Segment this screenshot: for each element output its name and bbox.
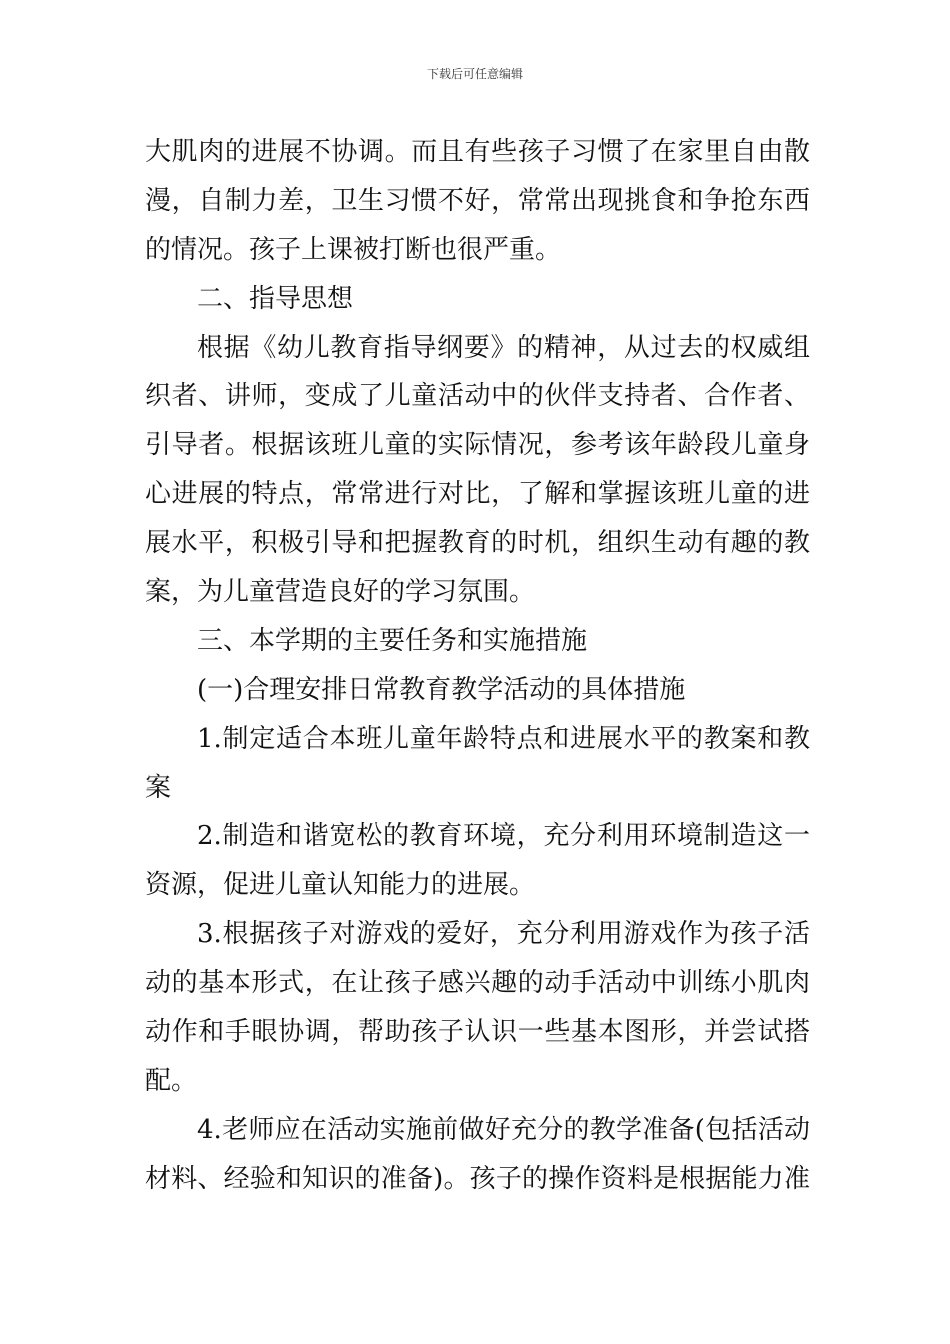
text-line: 动作和手眼协调，帮助孩子认识一些基本图形，并尝试搭	[145, 1017, 810, 1048]
list-item-1: 1.制定适合本班儿童年龄特点和进展水平的教案和教	[197, 723, 810, 754]
text-line: 的情况。孩子上课被打断也很严重。	[145, 234, 562, 265]
page-header-note: 下载后可任意编辑	[426, 67, 523, 81]
text-line: 心进展的特点，常常进行对比，了解和掌握该班儿童的进	[145, 479, 810, 510]
text-line: 织者、讲师，变成了儿童活动中的伙伴支持者、合作者、	[145, 381, 810, 412]
section-heading-guiding-thought: 二、指导思想	[197, 283, 354, 314]
text-line: 大肌肉的进展不协调。而且有些孩子习惯了在家里自由散	[145, 137, 810, 167]
text-line: 资源，促进儿童认知能力的进展。	[145, 870, 536, 901]
text-line: 案，为儿童营造良好的学习氛围。	[145, 577, 536, 608]
document-body	[145, 128, 810, 1204]
list-item-2: 2.制造和谐宽松的教育环境，充分利用环境制造这一	[197, 821, 810, 852]
section-heading-main-tasks: 三、本学期的主要任务和实施措施	[197, 625, 588, 656]
text-line: 引导者。根据该班儿童的实际情况，参考该年龄段儿童身	[145, 430, 810, 461]
text-line: 材料、经验和知识的准备)。孩子的操作资料是根据能力准	[145, 1163, 810, 1194]
text-line: 展水平，积极引导和把握教育的时机，组织生动有趣的教	[145, 528, 810, 559]
list-item-3: 3.根据孩子对游戏的爱好，充分利用游戏作为孩子活	[197, 919, 810, 950]
text-line: 配。	[145, 1065, 198, 1096]
text-line: 根据《幼儿教育指导纲要》的精神，从过去的权威组	[197, 332, 810, 363]
list-item-4: 4.老师应在活动实施前做好充分的教学准备(包括活动	[197, 1114, 810, 1145]
subsection-heading-daily-activities: (一)合理安排日常教育教学活动的具体措施	[197, 674, 686, 705]
text-line: 动的基本形式，在让孩子感兴趣的动手活动中训练小肌肉	[145, 968, 810, 999]
text-line: 案	[145, 772, 172, 803]
text-line: 漫，自制力差，卫生习惯不好，常常出现挑食和争抢东西	[145, 185, 810, 216]
